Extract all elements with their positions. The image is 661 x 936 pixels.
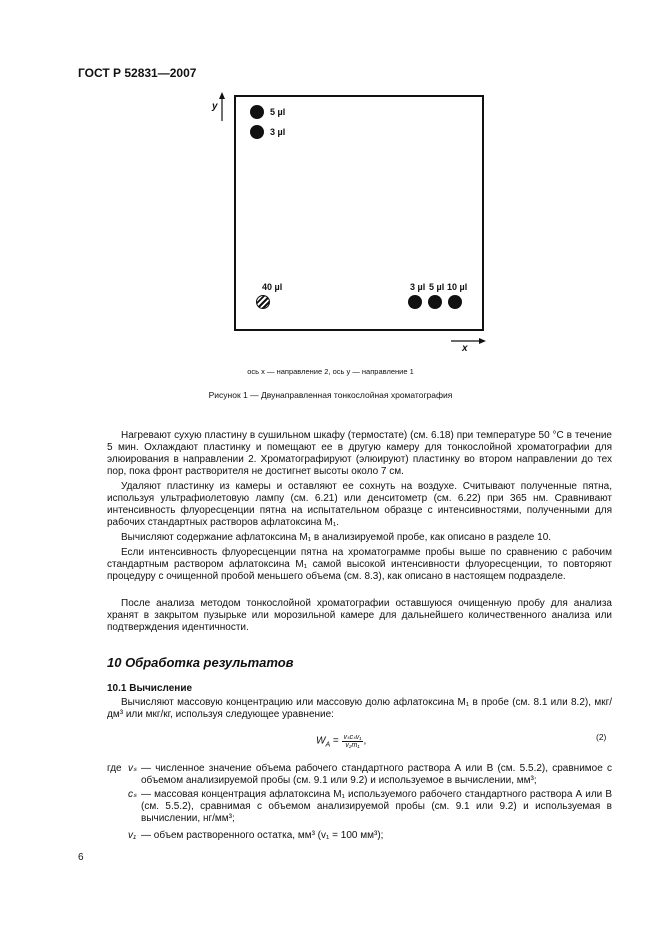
def-cs-symbol: cₛ xyxy=(128,789,137,800)
spot-label-10ul-std: 10 µl xyxy=(447,282,468,292)
spot-3ul-std xyxy=(408,295,422,309)
spot-label-5ul: 5 µl xyxy=(270,107,286,117)
spot-3ul-top xyxy=(250,125,264,139)
def-vs-symbol: vₛ xyxy=(128,763,137,774)
formula-lhs-sub: A xyxy=(325,741,331,749)
subsection-title: 10.1 Вычисление xyxy=(107,683,193,694)
spot-10ul-std xyxy=(448,295,462,309)
def-v1-symbol: v₁ xyxy=(128,830,137,841)
spot-label-5ul-std: 5 µl xyxy=(429,282,445,292)
spot-5ul-std xyxy=(428,295,442,309)
x-axis-arrow xyxy=(450,337,486,345)
formula-numerator: vₛcₛv₁ xyxy=(343,734,362,741)
formula-fraction xyxy=(342,733,364,749)
paragraph-storage: После анализа методом тонкослойной хроматографии оставшуюся очищенную пробу для анализа хранят в закрытом пузырьке или морозильной камере для дальнейшего количественного анализа или подтверждения идентичности. xyxy=(107,598,612,633)
document-header: ГОСТ Р 52831—2007 xyxy=(78,66,197,80)
x-axis-label: x xyxy=(462,343,468,354)
y-axis-label: y xyxy=(212,101,218,112)
paragraph-heating: Нагревают сухую пластину в сушильном шкафу (термостате) (см. 6.18) при температуре 50 °С в течение 5 мин. Охлаждают пластинку и помещают ее в другую камеру для тонкослойной хроматографии для элюирования в направлении 2. Хроматографируют (элюируют) пластинку во втором направлении до тех пор, пока фронт растворителя не достигнет высоты около 7 см. xyxy=(107,430,612,477)
spot-5ul-top xyxy=(250,105,264,119)
def-vs-text: — численное значение объема рабочего стандартного раствора А или В (см. 5.5.2), сравнимое с объемом анализируемой пробы (см. 9.1 или 9.2) и используемое в вычислении, мм³; xyxy=(141,763,612,786)
paragraph-reading: Удаляют пластинку из камеры и оставляют ее сохнуть на воздухе. Считывают полученные пятна, используя ультрафиолетовую лампу (см. 6.21) или денситометр (см. 6.22) при 365 нм. Сравнивают интенсивность флуоресценции пятна на испытательном образце с интенсивностями, полученными для рабочих стандартных растворов афлатоксина M₁. xyxy=(107,481,612,528)
equation-number: (2) xyxy=(596,732,607,742)
figure-caption: Рисунок 1 — Двунаправленная тонкослойная хроматография xyxy=(208,390,453,400)
paragraph-calculate: Вычисляют содержание афлатоксина M₁ в анализируемой пробе, как описано в разделе 10. xyxy=(121,532,552,543)
tlc-plate xyxy=(234,95,484,331)
formula-denominator: v₂m₁ xyxy=(345,742,360,749)
where-label: где xyxy=(107,763,122,774)
paragraph-intensity: Если интенсивность флуоресценции пятна на хроматограмме пробы выше по сравнению с рабочим стандартным раствором афлатоксина M₁ самой высокой интенсивности флуоресценции, то повторяют процедуру с очищенной пробой меньшего объема (см. 8.3), как описано в настоящем подразделе. xyxy=(107,547,612,582)
formula-lhs: W xyxy=(316,735,326,747)
y-axis-arrow xyxy=(218,92,226,122)
def-cs-text: — массовая концентрация афлатоксина M₁ используемого рабочего стандартного раствора А или В (см. 5.5.2), сравнимая с объемом анализируемой пробы (см. 9.1 или 9.2) и используемая в вычислении, нг/мм³; xyxy=(141,789,612,824)
calculation-intro: Вычисляют массовую концентрацию или массовую долю афлатоксина M₁ в пробе (см. 8.1 или 8.2), мкг/дм³ или мкг/кг, используя следующее уравнение: xyxy=(107,697,612,720)
spot-label-40ul: 40 µl xyxy=(262,282,283,292)
spot-40ul-sample xyxy=(256,295,270,309)
formula: $W_A$ = $\frac{\text{vₛcₛv₁}}{\text{v₂m₁}}$ , xyxy=(316,734,367,749)
page-number: 6 xyxy=(78,852,84,863)
section-title: 10 Обработка результатов xyxy=(107,655,294,670)
axes-caption: ось x — направление 2, ось y — направление 1 xyxy=(247,367,414,376)
spot-label-3ul-std: 3 µl xyxy=(410,282,426,292)
spot-label-3ul: 3 µl xyxy=(270,127,286,137)
def-v1-text: — объем растворенного остатка, мм³ (v₁ = 100 мм³); xyxy=(141,830,384,841)
